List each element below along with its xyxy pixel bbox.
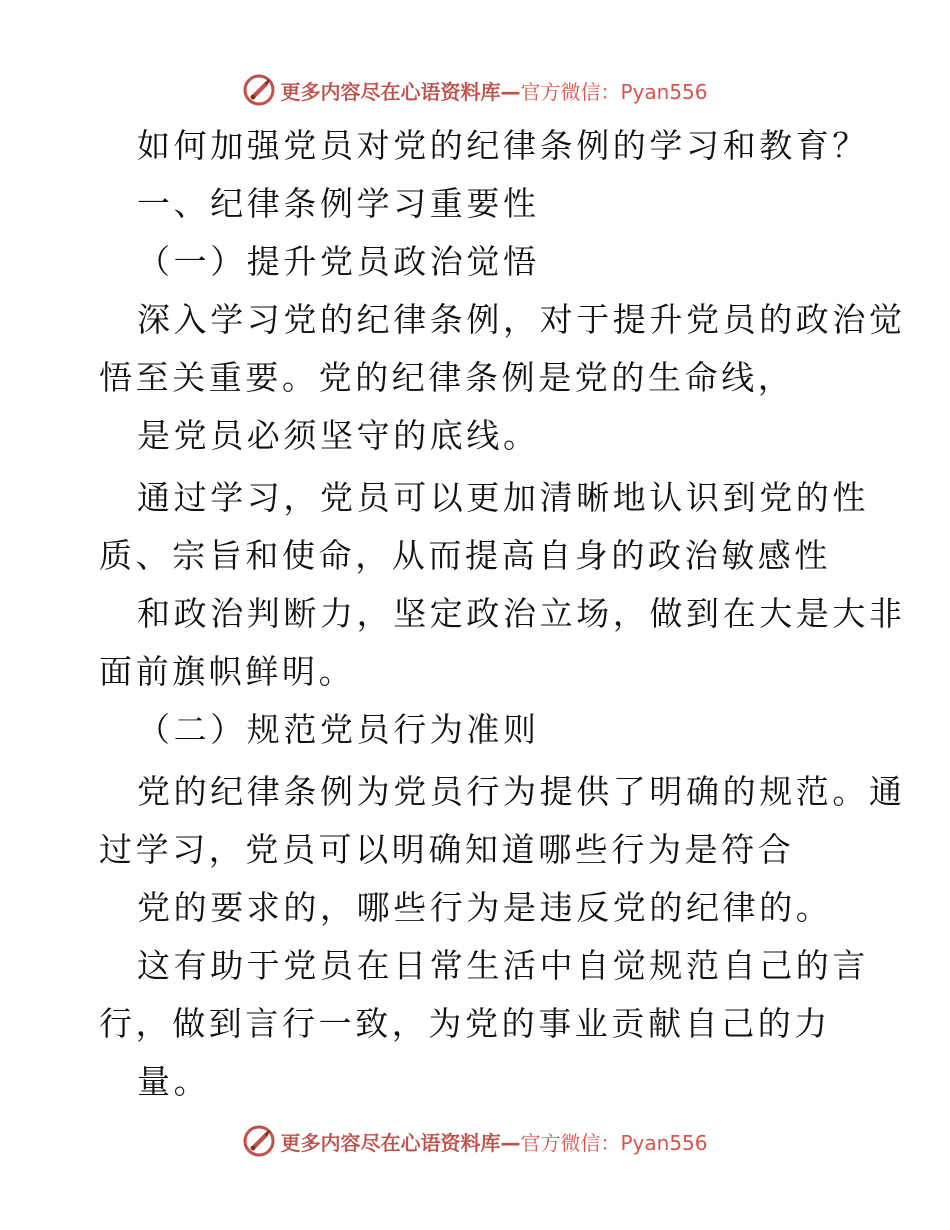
section-heading: 一、纪律条例学习重要性 <box>137 184 540 223</box>
paragraph-line: 通过学习，党员可以更加清晰地认识到党的性 <box>137 478 869 517</box>
banner-wechat-id: Pyan556 <box>620 79 708 104</box>
paragraph-line: 和政治判断力，坚定政治立场，做到在大是大非 <box>137 594 906 633</box>
paragraph-line: 面前旗帜鲜明。 <box>99 652 356 691</box>
paragraph-line: 深入学习党的纪律条例，对于提升党员的政治觉 <box>137 300 906 339</box>
banner-wechat-label: 官方微信： <box>520 79 621 104</box>
paragraph-line: 过学习，党员可以明确知道哪些行为是符合 <box>99 830 795 869</box>
brand-logo-icon <box>242 73 276 107</box>
banner-dash: — <box>500 79 521 104</box>
brand-logo-icon <box>242 1124 276 1158</box>
paragraph-line: 行，做到言行一致，为党的事业贡献自己的力 <box>99 1004 831 1043</box>
paragraph-line: 党的纪律条例为党员行为提供了明确的规范。通 <box>137 772 906 811</box>
paragraph-line: 是党员必须坚守的底线。 <box>137 416 540 455</box>
footer-banner <box>0 1119 950 1163</box>
banner-dash: — <box>500 1130 521 1155</box>
paragraph-line: 量。 <box>137 1062 211 1101</box>
banner-site-name: 更多内容尽在心语资料库 <box>280 1130 501 1155</box>
banner-site-name: 更多内容尽在心语资料库 <box>280 79 501 104</box>
document-title: 如何加强党员对党的纪律条例的学习和教育？ <box>137 126 869 165</box>
banner-wechat-label: 官方微信： <box>520 1130 621 1155</box>
paragraph-line: 党的要求的，哪些行为是违反党的纪律的。 <box>137 888 833 927</box>
header-banner <box>0 68 950 112</box>
subsection-heading: （二）规范党员行为准则 <box>137 710 540 749</box>
banner-wechat-id: Pyan556 <box>620 1130 708 1155</box>
paragraph-line: 悟至关重要。党的纪律条例是党的生命线， <box>99 358 795 397</box>
banner-text <box>280 76 707 105</box>
banner-text <box>280 1127 707 1156</box>
paragraph-line: 质、宗旨和使命，从而提高自身的政治敏感性 <box>99 536 831 575</box>
paragraph-line: 这有助于党员在日常生活中自觉规范自己的言 <box>137 946 869 985</box>
subsection-heading: （一）提升党员政治觉悟 <box>137 242 540 281</box>
